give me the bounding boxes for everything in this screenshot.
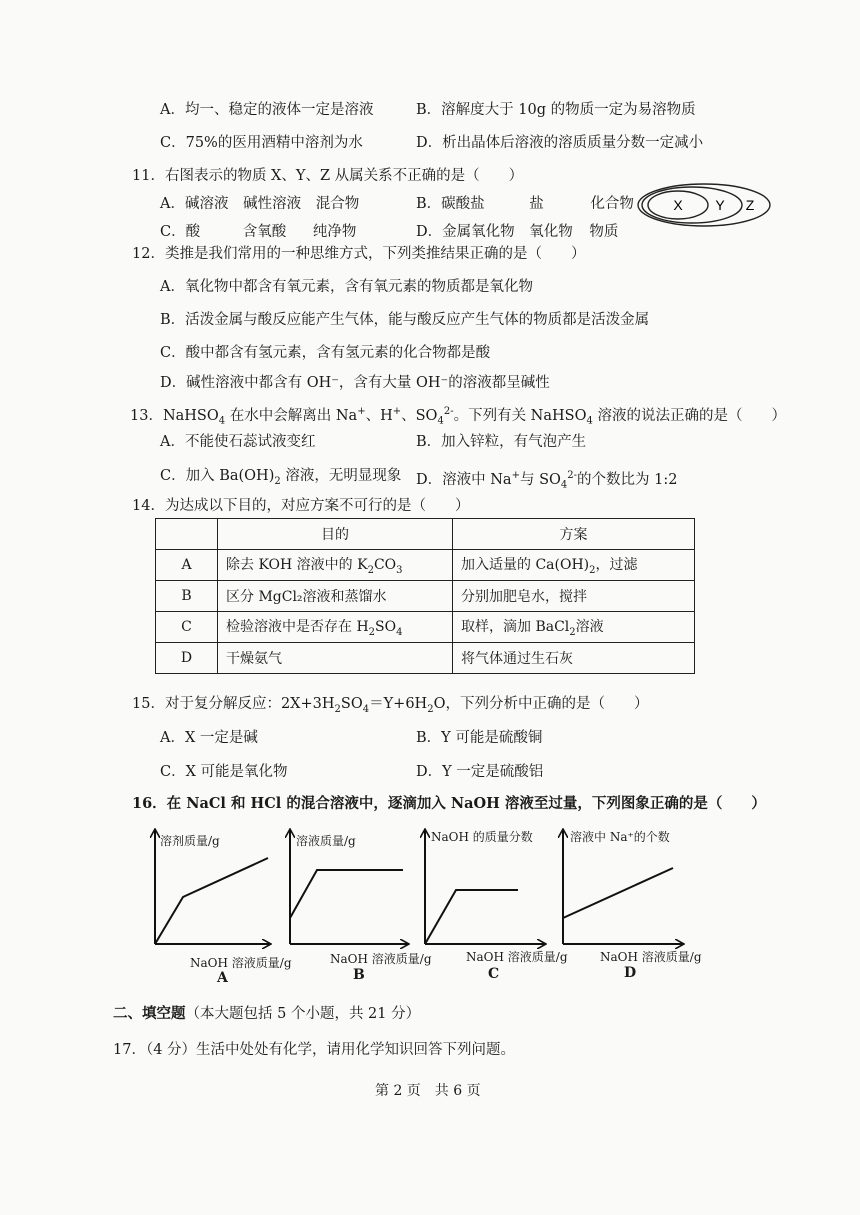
q11-c-x: C．酸 <box>160 224 201 240</box>
table-row: B 区分 MgCl₂溶液和蒸馏水 分别加肥皂水，搅拌 <box>156 581 695 612</box>
q17-stem: 17．（4 分）生活中处处有化学，请用化学知识回答下列问题。 <box>113 1042 516 1058</box>
q13-option-b: B．加入锌粒，有气泡产生 <box>416 434 587 450</box>
graph-d-letter: D <box>624 965 637 981</box>
section-2-heading <box>113 1004 420 1024</box>
q11-d-x: D．金属氧化物 <box>416 224 515 240</box>
graph-b-curve <box>290 870 403 918</box>
q10-option-c: C．75%的医用酒精中溶剂为水 <box>160 135 363 151</box>
q10-option-b: B．溶解度大于 10g 的物质一定为易溶物质 <box>416 102 696 118</box>
q15-option-a: A．X 一定是碱 <box>160 730 258 746</box>
q10-option-a: A．均一、稳定的液体一定是溶液 <box>160 102 374 118</box>
graph-a-letter: A <box>217 970 228 986</box>
header-goal: 目的 <box>218 519 453 550</box>
graph-b-ylabel: 溶液质量/g <box>296 834 356 848</box>
venn-x: X <box>673 197 683 213</box>
q11-c-y: 含氧酸 <box>242 224 287 240</box>
q11-b-y: 盐 <box>529 196 544 212</box>
graph-c-xlabel: NaOH 溶液质量/g <box>466 950 568 964</box>
graph-c-ylabel: NaOH 的质量分数 <box>431 830 533 844</box>
q13-option-a: A．不能使石蕊试液变红 <box>160 434 316 450</box>
header-plan: 方案 <box>453 519 695 550</box>
table-row: D 干燥氨气 将气体通过生石灰 <box>156 643 695 674</box>
q13-option-c: C．加入 $Ba(OH)_2$ 溶液，无明显现象 <box>160 468 402 487</box>
q11-a-x: A．碱溶液 <box>160 196 229 212</box>
graph-d-curve <box>563 868 673 918</box>
graph-b-xlabel: NaOH 溶液质量/g <box>330 952 432 966</box>
venn-z: Z <box>745 197 755 213</box>
q12-option-b: B．活泼金属与酸反应能产生气体，能与酸反应产生气体的物质都是活泼金属 <box>160 312 650 328</box>
q11-b-z: 化合物 <box>590 196 634 212</box>
q11-a-y: 碱性溶液 <box>243 196 302 212</box>
q12-option-d: D．碱性溶液中都含有 OH⁻，含有大量 OH⁻的溶液都呈碱性 <box>160 375 550 391</box>
venn-y: Y <box>715 197 725 213</box>
q12-option-c: C．酸中都含有氢元素，含有氢元素的化合物都是酸 <box>160 345 491 361</box>
q11-stem: 11．右图表示的物质 X、Y、Z 从属关系不正确的是（ ） <box>132 168 524 184</box>
q11-c-z: 纯净物 <box>312 224 357 240</box>
graph-a-ylabel: 溶剂质量/g <box>160 834 220 848</box>
graph-c <box>425 830 545 944</box>
section-2-title: 二、填空题 <box>113 1005 186 1022</box>
q14-stem: 14．为达成以下目的，对应方案不可行的是（ ） <box>132 498 470 514</box>
q12-stem: 12．类推是我们常用的一种思维方式，下列类推结果正确的是（ ） <box>132 246 586 262</box>
q15-option-b: B．Y 可能是硫酸铜 <box>416 730 543 746</box>
q15-stem: 15．对于复分解反应：$2X+3H_2SO_4=Y+6H_2O$，下列分析中正确的是（ ） <box>132 696 649 715</box>
graph-b-letter: B <box>353 967 365 983</box>
page-footer: 第 2 页 共 6 页 <box>375 1083 481 1099</box>
q11-b-x: B．碳酸盐 <box>416 196 485 212</box>
graph-c-letter: C <box>488 966 500 982</box>
table-row: A 除去 KOH 溶液中的 $K_2CO_3$ 加入适量的 $Ca(OH)_2$，过滤 <box>156 550 695 581</box>
graph-c-curve <box>425 890 518 944</box>
section-2-note: （本大题包括 5 个小题，共 21 分） <box>185 1006 421 1022</box>
q13-stem: 13．NaHSO$_4$ 在水中会解离出 Na+、H+、$SO_4^{2-}$。下列有关 NaHSO$_4$ 溶液的说法正确的是（ ） <box>130 406 786 427</box>
graph-d-xlabel: NaOH 溶液质量/g <box>600 950 702 964</box>
q11-a-z: 混合物 <box>315 196 360 212</box>
q10-option-d: D．析出晶体后溶液的溶质质量分数一定减小 <box>416 135 704 151</box>
q15-option-c: C．X 可能是氧化物 <box>160 764 288 780</box>
q16-stem: 16．在 NaCl 和 HCl 的混合溶液中，逐滴加入 NaOH 溶液至过量，下列图象正确的是（ ） <box>132 795 766 812</box>
graph-d <box>563 830 683 944</box>
graph-a-curve <box>155 858 268 944</box>
q11-d-y: 氧化物 <box>529 224 573 240</box>
table-row: C 检验溶液中是否存在 $H_2SO_4$ 取样，滴加 BaCl$_2$溶液 <box>156 612 695 643</box>
graph-d-ylabel: 溶液中 Na⁺的个数 <box>570 830 670 844</box>
q11-d-z: 物质 <box>589 224 619 240</box>
graph-a-xlabel: NaOH 溶液质量/g <box>190 956 292 970</box>
q13-option-d: D．溶液中 Na+与 $SO_4^{2-}$的个数比为 1:2 <box>416 470 678 491</box>
q15-option-d: D．Y 一定是硫酸铝 <box>416 764 544 780</box>
q12-option-a: A．氧化物中都含有氧元素，含有氧元素的物质都是氧化物 <box>160 279 533 295</box>
